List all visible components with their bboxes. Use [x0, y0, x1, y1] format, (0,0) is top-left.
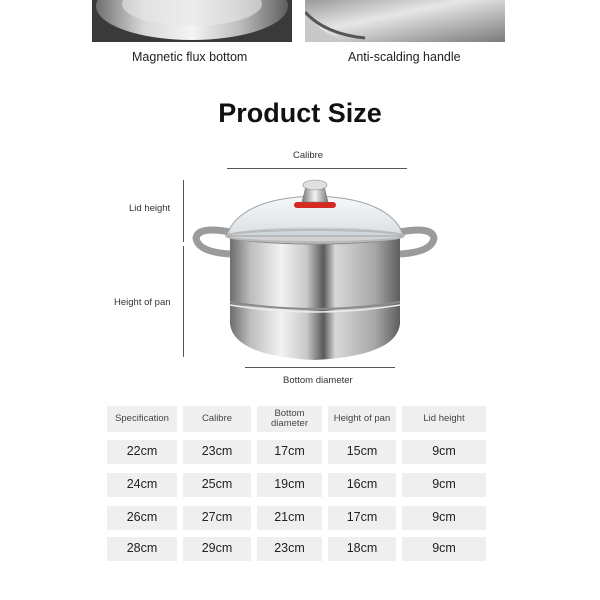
height-of-pan-dimension-line — [183, 246, 184, 357]
table-cell-calibre: 29cm — [183, 537, 251, 561]
height-of-pan-label: Height of pan — [114, 297, 171, 308]
table-cell-bottom-diameter: 17cm — [257, 440, 322, 464]
table-cell-lid-height: 9cm — [402, 506, 486, 530]
table-header-lid-height: Lid height — [402, 406, 486, 432]
lid-height-dimension-line — [183, 180, 184, 242]
pot-bottom-photo — [92, 0, 292, 42]
table-cell-calibre: 27cm — [183, 506, 251, 530]
table-cell-bottom-diameter: 19cm — [257, 473, 322, 497]
pot-handle-photo — [305, 0, 505, 42]
page-title: Product Size — [218, 98, 382, 128]
table-cell-height-of-pan: 16cm — [328, 473, 396, 497]
bottom-diameter-label: Bottom diameter — [283, 375, 353, 386]
table-cell-bottom-diameter: 21cm — [257, 506, 322, 530]
lid-height-label: Lid height — [129, 203, 171, 214]
table-cell-height-of-pan: 17cm — [328, 506, 396, 530]
table-header-height-of-pan: Height of pan — [328, 406, 396, 432]
table-cell-calibre: 23cm — [183, 440, 251, 464]
calibre-dimension-line — [227, 168, 407, 169]
feature-label-handle: Anti-scalding handle — [348, 50, 461, 64]
pot-illustration — [190, 174, 440, 368]
table-cell-specification: 24cm — [107, 473, 177, 497]
table-cell-lid-height: 9cm — [402, 440, 486, 464]
table-cell-height-of-pan: 15cm — [328, 440, 396, 464]
table-header-bottom-diameter: Bottom diameter — [257, 406, 322, 432]
feature-label-bottom: Magnetic flux bottom — [132, 50, 248, 64]
table-cell-bottom-diameter: 23cm — [257, 537, 322, 561]
table-cell-calibre: 25cm — [183, 473, 251, 497]
table-header-calibre: Calibre — [183, 406, 251, 432]
table-cell-specification: 28cm — [107, 537, 177, 561]
table-cell-specification: 22cm — [107, 440, 177, 464]
table-header-specification: Specification — [107, 406, 177, 432]
table-cell-specification: 26cm — [107, 506, 177, 530]
table-cell-lid-height: 9cm — [402, 473, 486, 497]
table-cell-height-of-pan: 18cm — [328, 537, 396, 561]
calibre-label: Calibre — [293, 150, 324, 161]
table-cell-lid-height: 9cm — [402, 537, 486, 561]
